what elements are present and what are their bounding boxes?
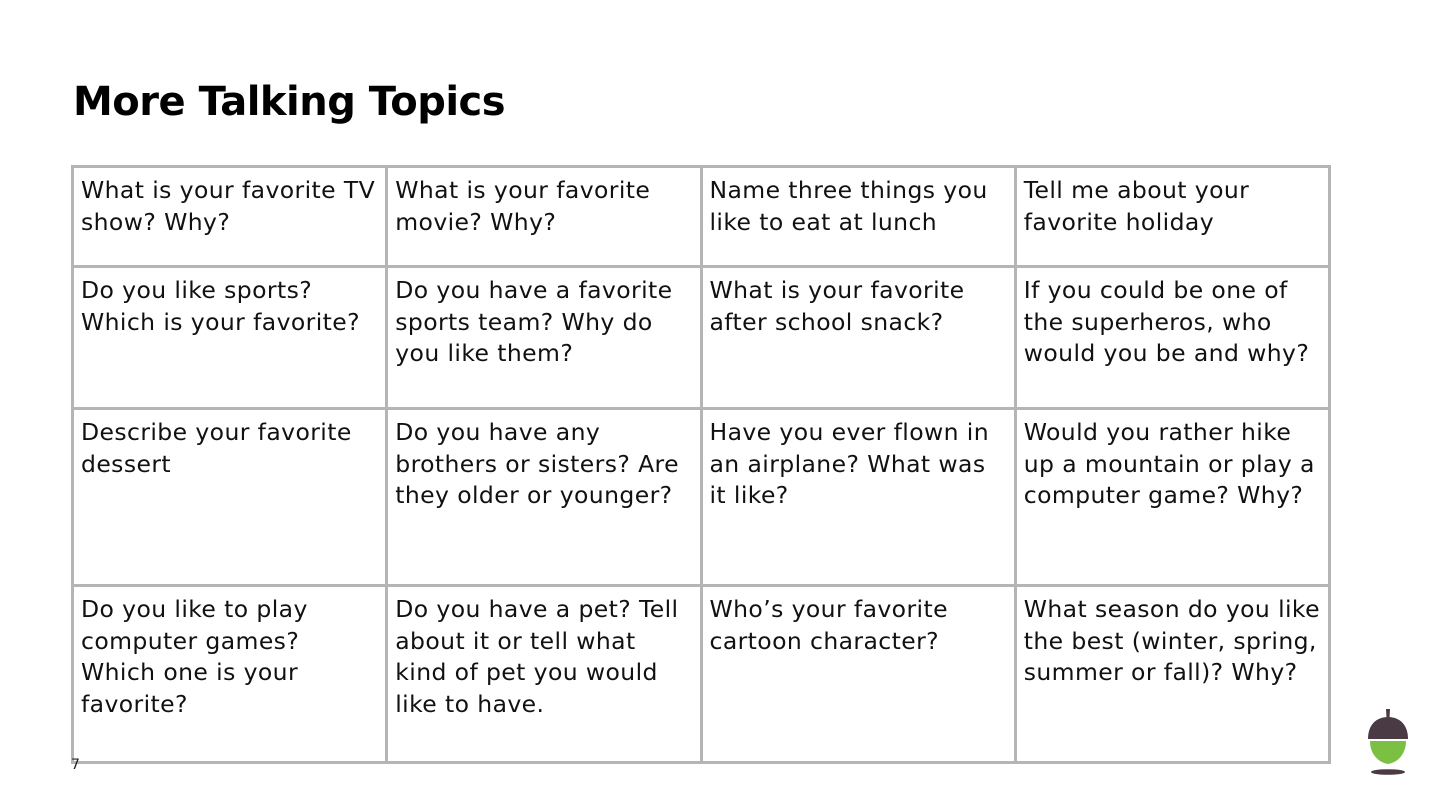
- table-cell: Do you like to play computer games? Which one is your favorite?: [73, 586, 387, 763]
- table-cell: Tell me about your favorite holiday: [1015, 167, 1329, 267]
- acorn-cap: [1368, 717, 1408, 739]
- table-cell: Do you have any brothers or sisters? Are they older or younger?: [387, 409, 701, 586]
- table-cell: Do you have a favorite sports team? Why do you like them?: [387, 267, 701, 409]
- table-cell: Have you ever flown in an airplane? What was it like?: [701, 409, 1015, 586]
- table-cell: Would you rather hike up a mountain or play a computer game? Why?: [1015, 409, 1329, 586]
- talking-topics-table: [71, 165, 1331, 764]
- table-cell: Describe your favorite dessert: [73, 409, 387, 586]
- page-title: More Talking Topics: [73, 79, 506, 125]
- table-cell: Do you like sports? Which is your favorite?: [73, 267, 387, 409]
- table-cell: Who’s your favorite cartoon character?: [701, 586, 1015, 763]
- table-cell: What is your favorite after school snack?: [701, 267, 1015, 409]
- table-cell: Do you have a pet? Tell about it or tell what kind of pet you would like to have.: [387, 586, 701, 763]
- table-row: [73, 267, 1330, 409]
- table-cell: What is your favorite movie? Why?: [387, 167, 701, 267]
- acorn-stem: [1386, 709, 1390, 718]
- table-cell: What is your favorite TV show? Why?: [73, 167, 387, 267]
- table-row: [73, 167, 1330, 267]
- acorn-base: [1371, 769, 1405, 775]
- acorn-icon: [1364, 706, 1412, 778]
- table-cell: What season do you like the best (winter, spring, summer or fall)? Why?: [1015, 586, 1329, 763]
- table-row: [73, 586, 1330, 763]
- table-row: [73, 409, 1330, 586]
- slide-number: 7: [71, 757, 80, 773]
- acorn-body: [1370, 741, 1406, 764]
- table-cell: If you could be one of the superheros, who would you be and why?: [1015, 267, 1329, 409]
- table-cell: Name three things you like to eat at lunch: [701, 167, 1015, 267]
